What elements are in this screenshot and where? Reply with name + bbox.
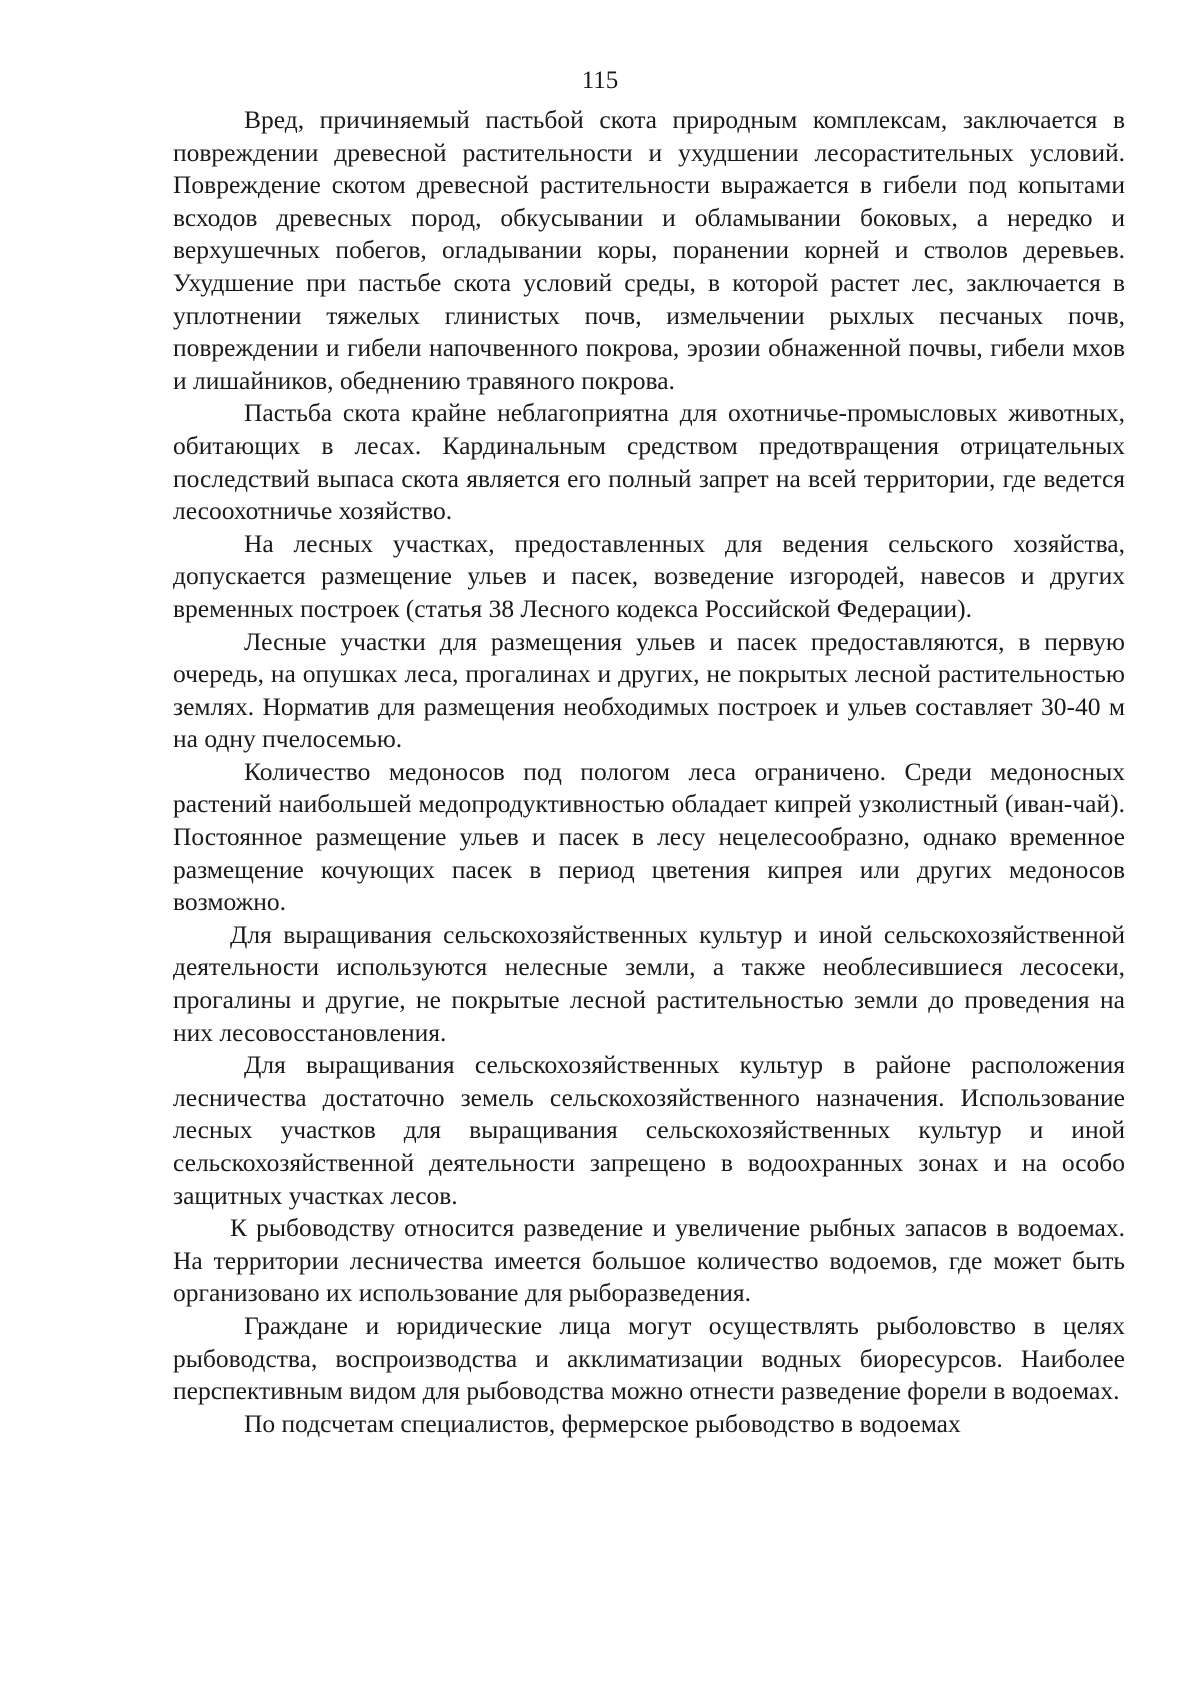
paragraph-apiary-plots: Лесные участки для размещения ульев и пасек предоставляются, в первую очередь, на опушках леса, прогалинах и других, не покрытых лесной растительностью землях. Норматив для размещения необходимых построек и ульев составляет 30-40 м на одну пчелосемью. [173,626,1125,754]
paragraph-agricultural-plots: На лесных участках, предоставленных для ведения сельского хозяйства, допускается размещение ульев и пасек, возведение изгородей, навесов и других временных построек (статья 38 Лесного кодекса Российской Федерации). [173,528,1125,623]
paragraph-crop-lands: Для выращивания сельскохозяйственных культур и иной сельскохозяйственной деятельности используются нелесные земли, а также необлесившиеся лесосеки, прогалины и другие, не покрытые лесной растительностью земли до проведения на них лесовосстановления. [173,919,1125,1047]
paragraph-specialist-estimates: По подсчетам специалистов, фермерское рыбоводство в водоемах [244,1408,961,1438]
page-number: 115 [581,67,619,94]
paragraph-honey-plants: Количество медоносов под пологом леса ограничено. Среди медоносных растений наибольшей медопродуктивностью обладает кипрей узколистный (иван-чай). Постоянное размещение ульев и пасек в лесу нецелесообразно, однако временное размещение кочующих пасек в период цветения кипрея или других медоносов возможно. [173,756,1125,917]
paragraph-grazing-hunting: Пастьба скота крайне неблагоприятна для охотничье-промысловых животных, обитающих в лесах. Кардинальным средством предотвращения отрицательных последствий выпаса скота является его полный запрет на всей территории, где ведется лесоохотничье хозяйство. [173,398,1125,526]
paragraph-livestock-damage: Вред, причиняемый пастьбой скота природным комплексам, заключается в повреждении древесной растительности и ухудшении лесорастительных условий. Повреждение скотом древесной растительности выражается в гибели под копытами всходов древесных пород, обкусывании и обламывании боковых, а нередко и верхушечных побегов, огладывании коры, поранении корней и стволов деревьев. Ухудшение при пастьбе скота условий среды, в которой растет лес, заключается в уплотнении тяжелых глинистых почв, измельчении рыхлых песчаных почв, повреждении и гибели напочвенного покрова, эрозии обнаженной почвы, гибели мхов и лишайников, обеднению травяного покрова. [173,105,1125,395]
paragraph-crop-restrictions: Для выращивания сельскохозяйственных культур в районе расположения лесничества достаточно земель сельскохозяйственного назначения. Использование лесных участков для выращивания сельскохозяйственных культур и иной сельскохозяйственной деятельности запрещено в водоохранных зонах и на особо защитных участках лесов. [173,1050,1125,1210]
paragraph-fishing-rights: Граждане и юридические лица могут осуществлять рыболовство в целях рыбоводства, воспроизводства и акклиматизации водных биоресурсов. Наиболее перспективным видом для рыбоводства можно отнести разведение форели в водоемах. [173,1310,1125,1406]
paragraph-fish-farming: К рыбоводству относится разведение и увеличение рыбных запасов в водоемах. На территории лесничества имеется большое количество водоемов, где может быть организовано их использование для рыборазведения. [173,1213,1125,1308]
body-text [173,104,1125,1440]
